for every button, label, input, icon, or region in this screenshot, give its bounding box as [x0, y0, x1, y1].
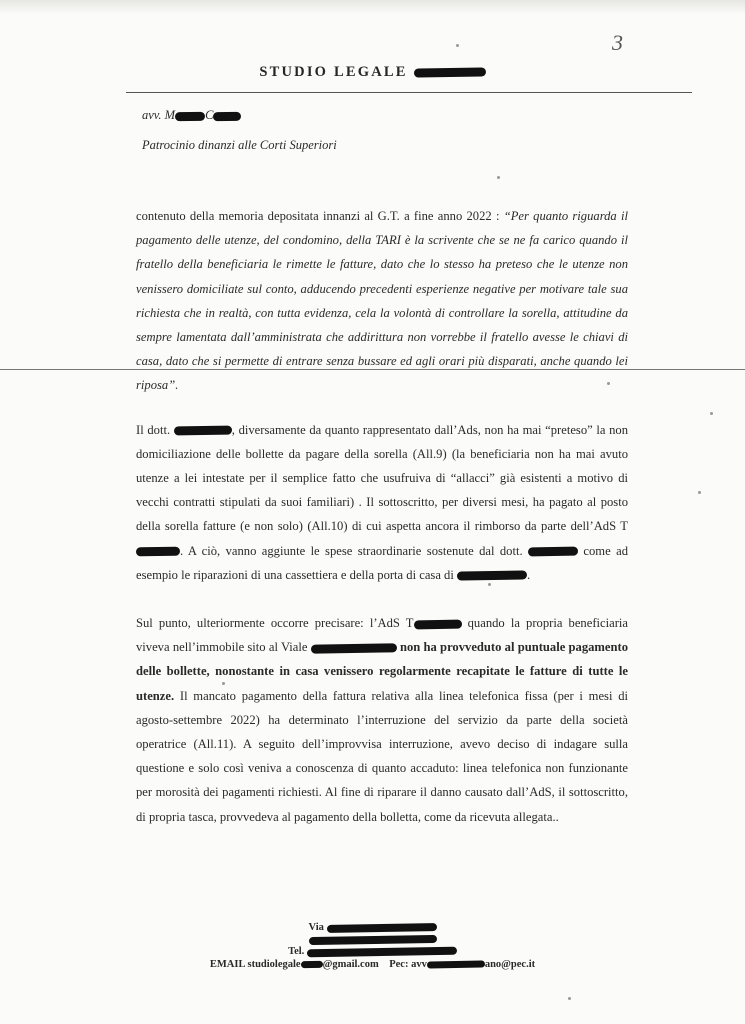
redaction [457, 571, 527, 581]
redaction [174, 426, 232, 436]
redaction [326, 923, 436, 933]
firm-title [0, 64, 745, 81]
redaction [414, 68, 486, 78]
paragraph-reply: Il dott. , diversamente da quanto rappresentato dall’Ads, non ha mai “preteso” la non domiciliazione delle bollette da pagare della sorella (All.9) (la beneficiaria non ha mai avuto utenze a lei intestate per il semplice fatto che usufruiva di “allacci” già esistenti a motivo di vecchi contratti stipulati da suoi familiari) . Il sottoscritto, per diversi mesi, ha pagato al posto della sorella fatture (e non solo) (All.10) di cui aspetta ancora il rimborso da parte dell’AdS T. A ciò, vanno aggiunte le spese straordinarie sostenute dal dott. come ad esempio le riparazioni di una cassettiera e della porta di casa di . [136, 422, 629, 582]
scan-speck [497, 176, 500, 179]
paragraph-quote: contenuto della memoria depositata innanzi al G.T. a fine anno 2022 : “Per quanto riguarda il pagamento delle utenze, del condomino, della TARI è la scrivente che se ne fa carico quando il fratello della beneficiaria le rimette le fatture, dato che lo stesso ha preteso che le utenze non venissero domiciliate sul conto, adducendo precedenti esperienze negative per motivare tale sua richiesta che in realtà, con tutta evidenza, cela la volontà di controllare la sorella, attitudine da sempre lamentata dall’amministrata che addirittura non vorrebbe il fratello avesse le chiavi di casa, dato che si permette di entrare senza bussare ed agli orari più disparati, anche quando lei riposa”. [136, 209, 628, 393]
footer-phone: Tel. [0, 946, 745, 958]
paragraph-details: Sul punto, ulteriormente occorre precisare: l’AdS T quando la propria beneficiaria viveva nell’immobile sito al Viale non ha provveduto al puntuale pagamento delle bollette, nonostante in casa venissero regolarmente recapitate le fatture di tutte le utenze. Il mancato pagamento della fattura relativa alla linea telefonica fissa (per i mesi di agosto-settembre 2022) ha determinato l’interruzione del servizio da parte della società operatrice (All.11). A seguito dell’improvvisa interruzione, avevo deciso di indagare sulla questione e solo così veniva a conoscenza di quanto accaduto: linea telefonica non funzionante per morosità dei pagamenti richiesti. Al fine di riparare il danno causato dall’AdS, il sottoscritto, di propria tasca, provvedeva al pagamento della bolletta, come da ricevuta allegata.. [136, 616, 629, 824]
scan-speck [456, 44, 459, 47]
attorney-name: avv. M C [142, 108, 241, 123]
letterhead-footer [0, 922, 745, 971]
page-number-mark: 3 [612, 30, 623, 55]
redaction [307, 946, 457, 957]
scan-speck [698, 491, 701, 494]
footer-city [0, 934, 745, 946]
redaction [311, 643, 397, 653]
scan-speck [568, 997, 571, 1000]
footer-email: EMAIL studiolegale @gmail.com Pec: avv ano@pec.it [209, 959, 536, 970]
scan-shadow [0, 0, 745, 14]
redaction [528, 547, 578, 557]
redaction [413, 619, 461, 629]
scan-speck [222, 682, 225, 685]
redaction [308, 934, 436, 944]
redaction [427, 961, 485, 969]
scan-speck [488, 583, 491, 586]
redaction [213, 111, 241, 120]
redaction [301, 961, 323, 968]
scan-speck [710, 412, 713, 415]
redaction [175, 111, 205, 121]
scan-speck [607, 382, 610, 385]
firm-name: STUDIO LEGALE [259, 64, 408, 80]
attorney-subtitle: Patrocinio dinanzi alle Corti Superiori [142, 138, 337, 152]
redaction [136, 547, 180, 557]
header-divider [126, 92, 692, 93]
footer-address: Via [0, 922, 745, 934]
letter-body [136, 204, 628, 853]
